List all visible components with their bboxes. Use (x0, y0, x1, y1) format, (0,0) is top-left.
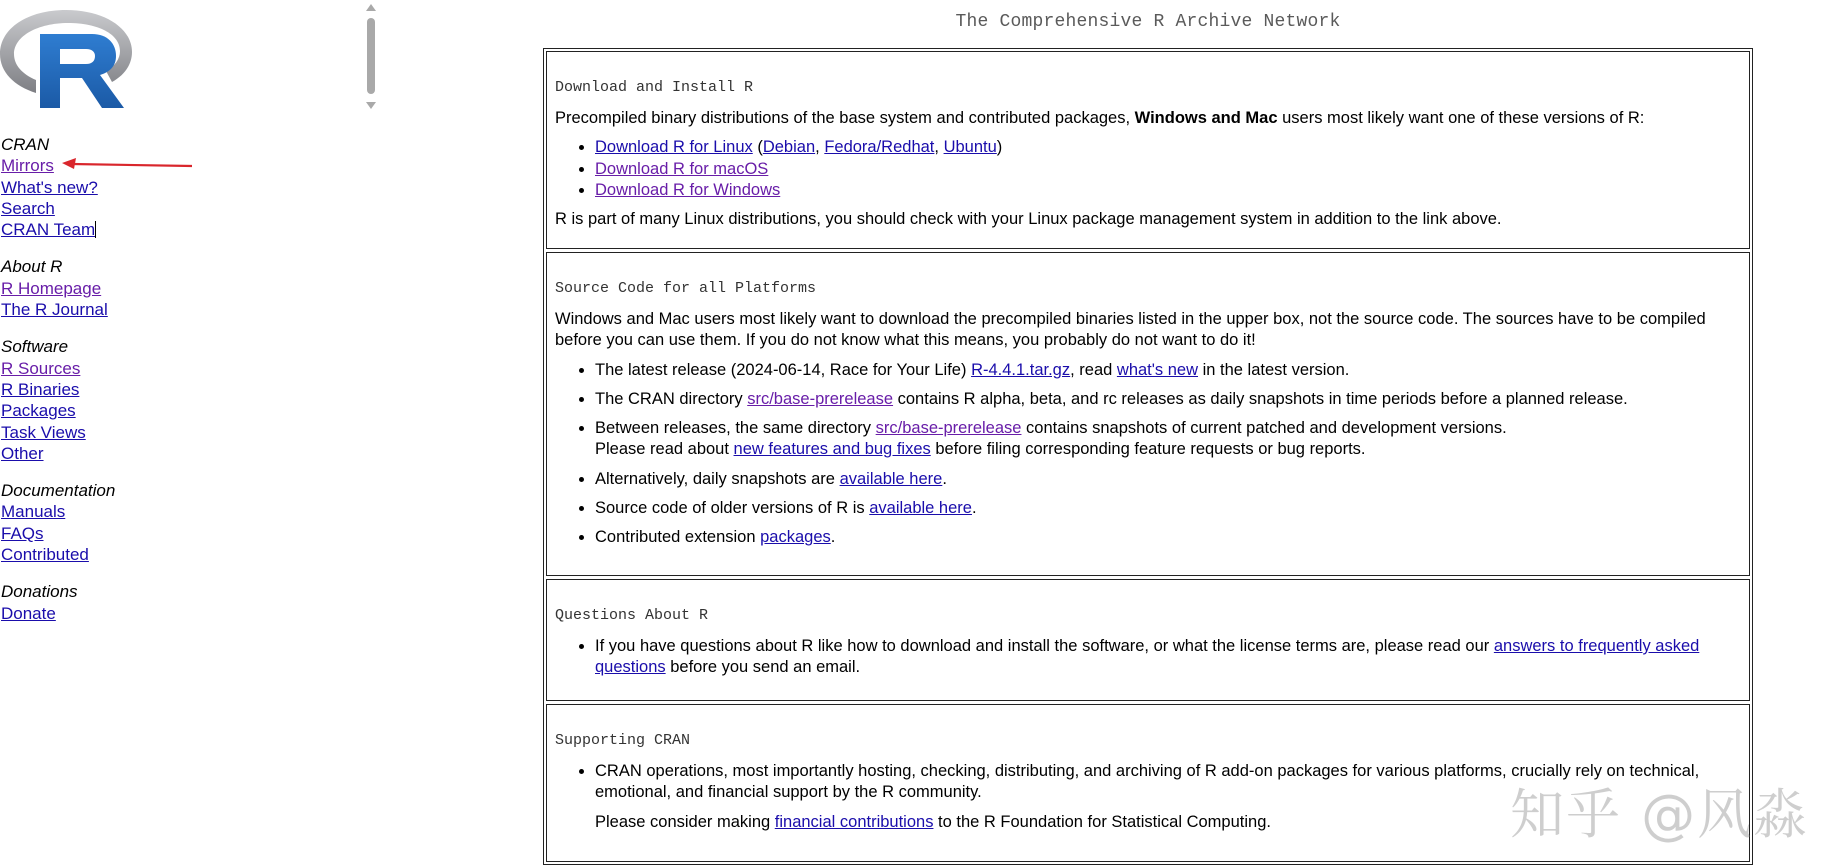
nav-link-faqs[interactable]: FAQs (1, 523, 44, 543)
nav-link-whats-new[interactable]: What's new? (1, 177, 98, 197)
annotation-arrow-icon (62, 157, 194, 171)
ubuntu-link[interactable]: Ubuntu (943, 138, 997, 157)
questions-list (555, 636, 1741, 679)
nav-link-packages[interactable]: Packages (1, 401, 76, 421)
nav-heading-about: About R (1, 257, 63, 277)
list-item (595, 159, 1741, 180)
prerelease-link[interactable]: src/base-prerelease (747, 389, 894, 408)
nav-heading-donations: Donations (1, 582, 78, 602)
nav-heading-documentation: Documentation (1, 481, 116, 501)
financial-contributions-link[interactable]: financial contributions (774, 812, 934, 831)
contributed-packages-link[interactable]: packages (760, 528, 831, 547)
source-code-box (546, 252, 1750, 576)
nav-section-documentation (1, 480, 115, 565)
download-linux-link[interactable]: Download R for Linux (595, 138, 753, 157)
content-table (543, 48, 1753, 865)
list-item: • CRAN operations, most importantly hosting, checking, distributing, and archiving of R add-on packages for various platforms, crucially rely on technical, emotional, and financial support by the R community. Please consider making financial contributions to the R Foundation for Statistical Computing. (595, 761, 1741, 833)
download-install-box (546, 51, 1750, 249)
nav-link-manuals[interactable]: Manuals (1, 502, 66, 522)
list-item: • Contributed extension packages. (595, 527, 1741, 548)
download-macos-link[interactable]: Download R for macOS (595, 159, 769, 178)
supporting-heading: Supporting CRAN (555, 732, 691, 749)
nav-heading-cran: CRAN (1, 135, 50, 154)
left-frame (0, 0, 380, 868)
sidebar-nav (1, 134, 115, 640)
nav-section-donations (1, 581, 115, 624)
page-title: The Comprehensive R Archive Network (955, 12, 1341, 32)
nav-section-cran (1, 134, 115, 240)
download-heading: Download and Install R (555, 79, 754, 96)
daily-snapshots-link[interactable]: available here (839, 469, 943, 488)
main-content (543, 0, 1753, 865)
download-note: R is part of many Linux distributions, you should check with your Linux package management system in addition to the link above. (555, 210, 1502, 229)
list-item: • The latest release (2024-06-14, Race for Your Life) R-4.4.1.tar.gz, read what's new in the latest version. (595, 360, 1741, 381)
nav-link-r-homepage[interactable]: R Homepage (1, 278, 102, 298)
nav-link-r-sources[interactable]: R Sources (1, 358, 81, 378)
nav-link-task-views[interactable]: Task Views (1, 422, 86, 442)
nav-link-contributed[interactable]: Contributed (1, 545, 89, 565)
source-heading: Source Code for all Platforms (555, 280, 817, 297)
nav-link-r-journal[interactable]: The R Journal (1, 300, 108, 320)
latest-release-link[interactable]: R-4.4.1.tar.gz (971, 360, 1071, 379)
scroll-thumb[interactable] (367, 18, 375, 94)
whats-new-link[interactable]: what's new (1116, 360, 1199, 379)
faq-link[interactable]: answers to frequently asked questions (595, 637, 1700, 677)
list-item: • Between releases, the same directory src/base-prerelease contains snapshots of current patched and development versions. Please read about new features and bug fixes before filing corresponding feature requests or bug reports. (595, 418, 1741, 461)
download-windows-link[interactable]: Download R for Windows (595, 180, 781, 199)
nav-scrollbar[interactable] (364, 0, 378, 116)
nav-link-mirrors[interactable]: Mirrors (1, 156, 54, 176)
fedora-link[interactable]: Fedora/Redhat (824, 138, 935, 157)
list-item: • Alternatively, daily snapshots are available here. (595, 469, 1741, 490)
nav-link-cran-team[interactable]: CRAN Team (1, 220, 96, 240)
scroll-down-arrow-icon[interactable] (366, 102, 376, 109)
watermark: 知乎 @风淼 (1510, 783, 1810, 846)
list-item: • Source code of older versions of R is available here. (595, 498, 1741, 519)
list-item: • The CRAN directory src/base-prerelease contains R alpha, beta, and rc releases as daily snapshots in time periods before a planned release. (595, 389, 1741, 410)
download-list (555, 137, 1741, 201)
list-item (595, 180, 1741, 201)
nav-link-search[interactable]: Search (1, 198, 55, 218)
scroll-up-arrow-icon[interactable] (366, 4, 376, 11)
nav-heading-software: Software (1, 337, 69, 357)
nav-link-r-binaries[interactable]: R Binaries (1, 379, 80, 399)
text-cursor (95, 221, 96, 238)
nav-section-about (1, 256, 115, 320)
new-features-link[interactable]: new features and bug fixes (733, 440, 931, 459)
nav-link-other[interactable]: Other (1, 443, 44, 463)
list-item: • If you have questions about R like how to download and install the software, or what the license terms are, please read our answers to frequently asked questions before you send an email. (595, 636, 1741, 679)
nav-section-software (1, 336, 115, 464)
consider-paragraph: Please consider making financial contributions to the R Foundation for Statistical Computing. (595, 812, 1271, 831)
source-intro: Windows and Mac users most likely want to download the precompiled binaries listed in the upper box, not the source code. The sources have to be compiled before you can use them. If you do not know what this means, you probably do not want to do it! (555, 310, 1706, 350)
prerelease-link-2[interactable]: src/base-prerelease (875, 419, 1022, 438)
list-item: • Download R for Linux (Debian, Fedora/Redhat, Ubuntu) (595, 137, 1741, 158)
r-logo[interactable] (0, 6, 132, 108)
older-versions-link[interactable]: available here (869, 499, 972, 518)
source-list (555, 360, 1741, 549)
questions-box (546, 579, 1750, 701)
nav-link-donate[interactable]: Donate (1, 603, 56, 623)
download-intro: Precompiled binary distributions of the base system and contributed packages, Windows and Mac users most likely want one of these versions of R: (555, 109, 1645, 127)
questions-heading: Questions About R (555, 607, 709, 624)
debian-link[interactable]: Debian (762, 138, 816, 157)
